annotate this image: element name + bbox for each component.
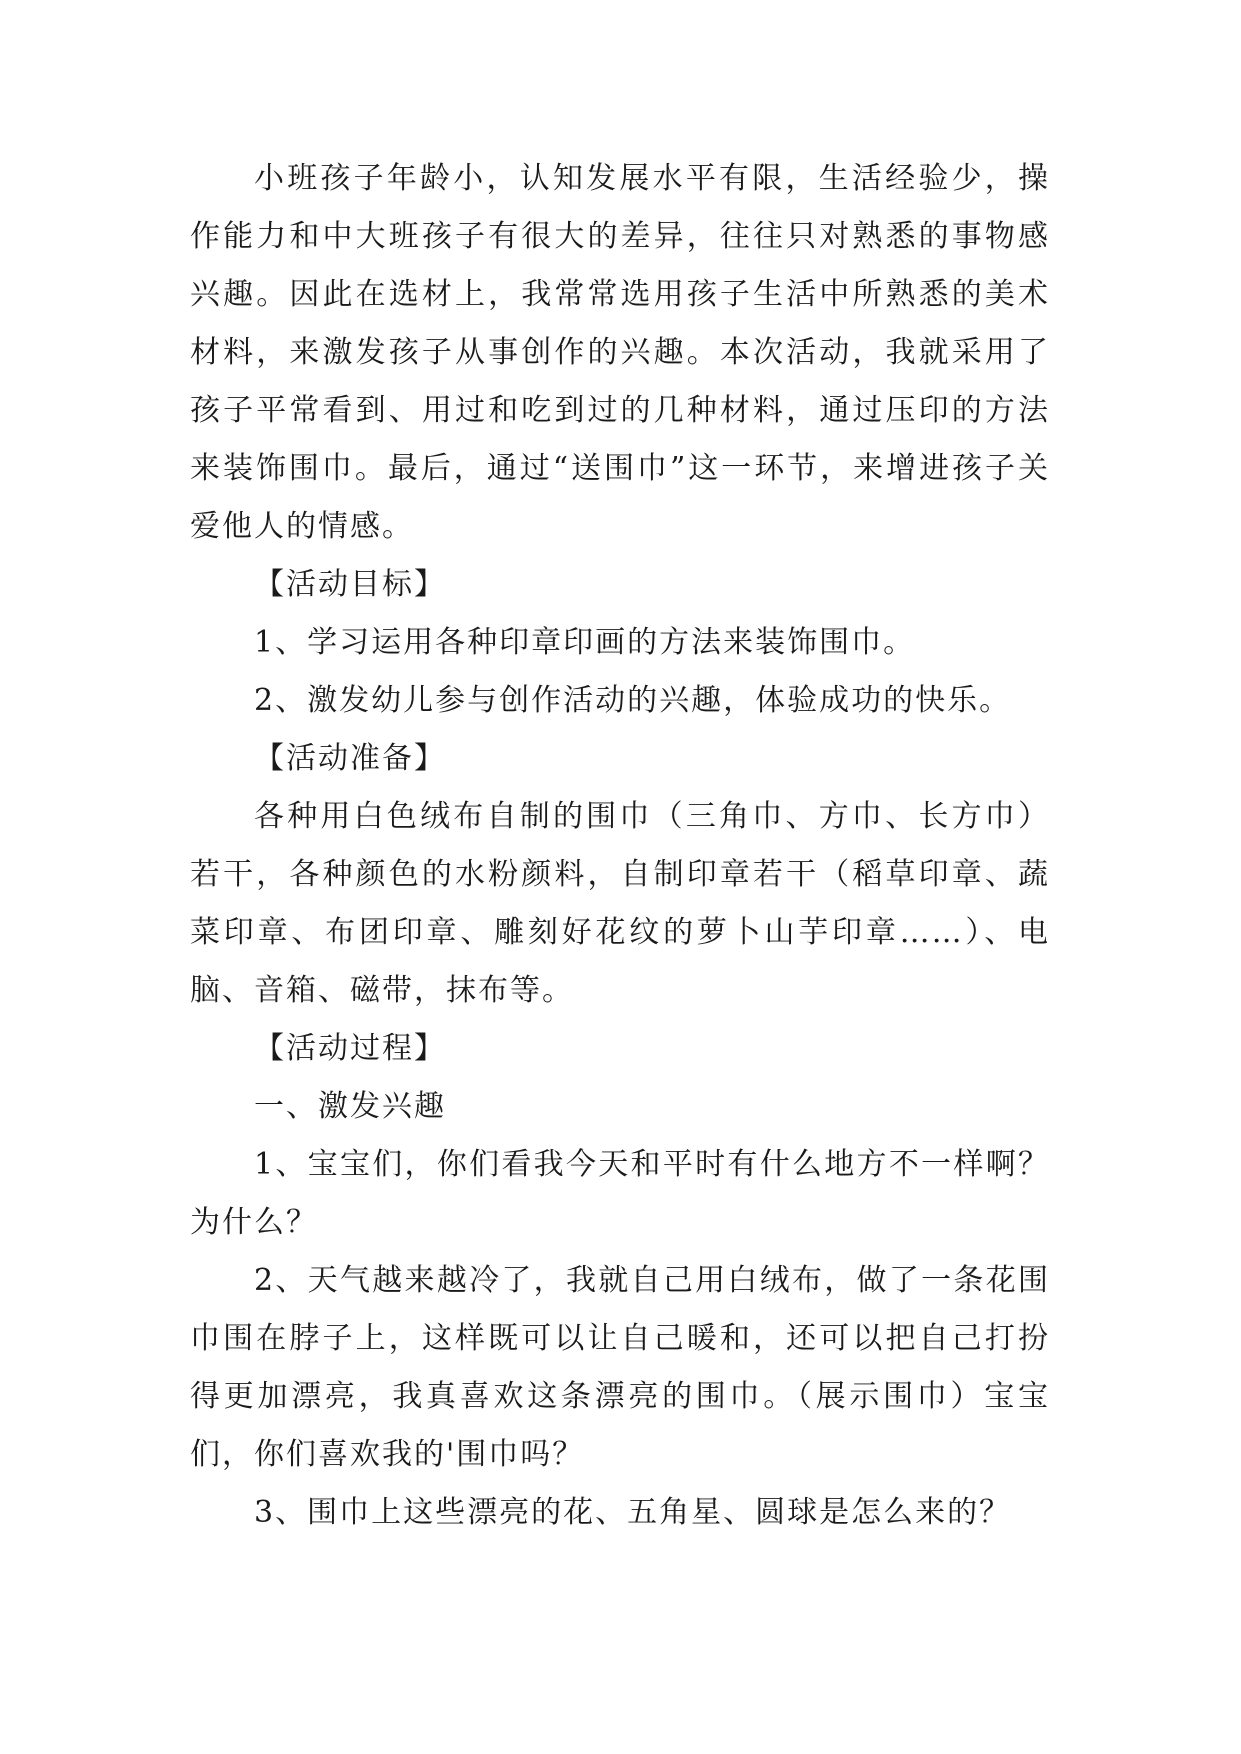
intro-paragraph: 小班孩子年龄小，认知发展水平有限，生活经验少，操作能力和中大班孩子有很大的差异，往往只对熟悉的事物感兴趣。因此在选材上，我常常选用孩子生活中所熟悉的美术材料，来激发孩子从事创作的兴趣。本次活动，我就采用了孩子平常看到、用过和吃到过的几种材料，通过压印的方法来装饰围巾。最后，通过“送围巾”这一环节，来增进孩子关爱他人的情感。	[190, 161, 1050, 544]
goal-item: 1、学习运用各种印章印画的方法来装饰围巾。	[254, 625, 916, 660]
preparation-paragraph: 各种用白色绒布自制的围巾（三角巾、方巾、长方巾）若干，各种颜色的水粉颜料，自制印章若干（稻草印章、蔬菜印章、布团印章、雕刻好花纹的萝卜山芋印章……）、电脑、音箱、磁带，抹布等。	[190, 799, 1050, 1008]
process-step: 3、围巾上这些漂亮的花、五角星、圆球是怎么来的？	[254, 1495, 1012, 1530]
process-step: 2、天气越来越冷了，我就自己用白绒布，做了一条花围巾围在脖子上，这样既可以让自己暖和，还可以把自己打扮得更加漂亮，我真喜欢这条漂亮的围巾。（展示围巾）宝宝们，你们喜欢我的'围巾吗？	[190, 1263, 1050, 1472]
section-heading-goals: 【活动目标】	[254, 567, 446, 602]
goal-item: 2、激发幼儿参与创作活动的兴趣，体验成功的快乐。	[254, 683, 1012, 718]
section-heading-process: 【活动过程】	[254, 1031, 446, 1066]
subsection-heading: 一、激发兴趣	[254, 1089, 446, 1124]
section-heading-preparation: 【活动准备】	[254, 741, 446, 776]
process-step: 1、宝宝们，你们看我今天和平时有什么地方不一样啊？为什么？	[190, 1147, 1050, 1240]
document-body	[190, 160, 1050, 1542]
